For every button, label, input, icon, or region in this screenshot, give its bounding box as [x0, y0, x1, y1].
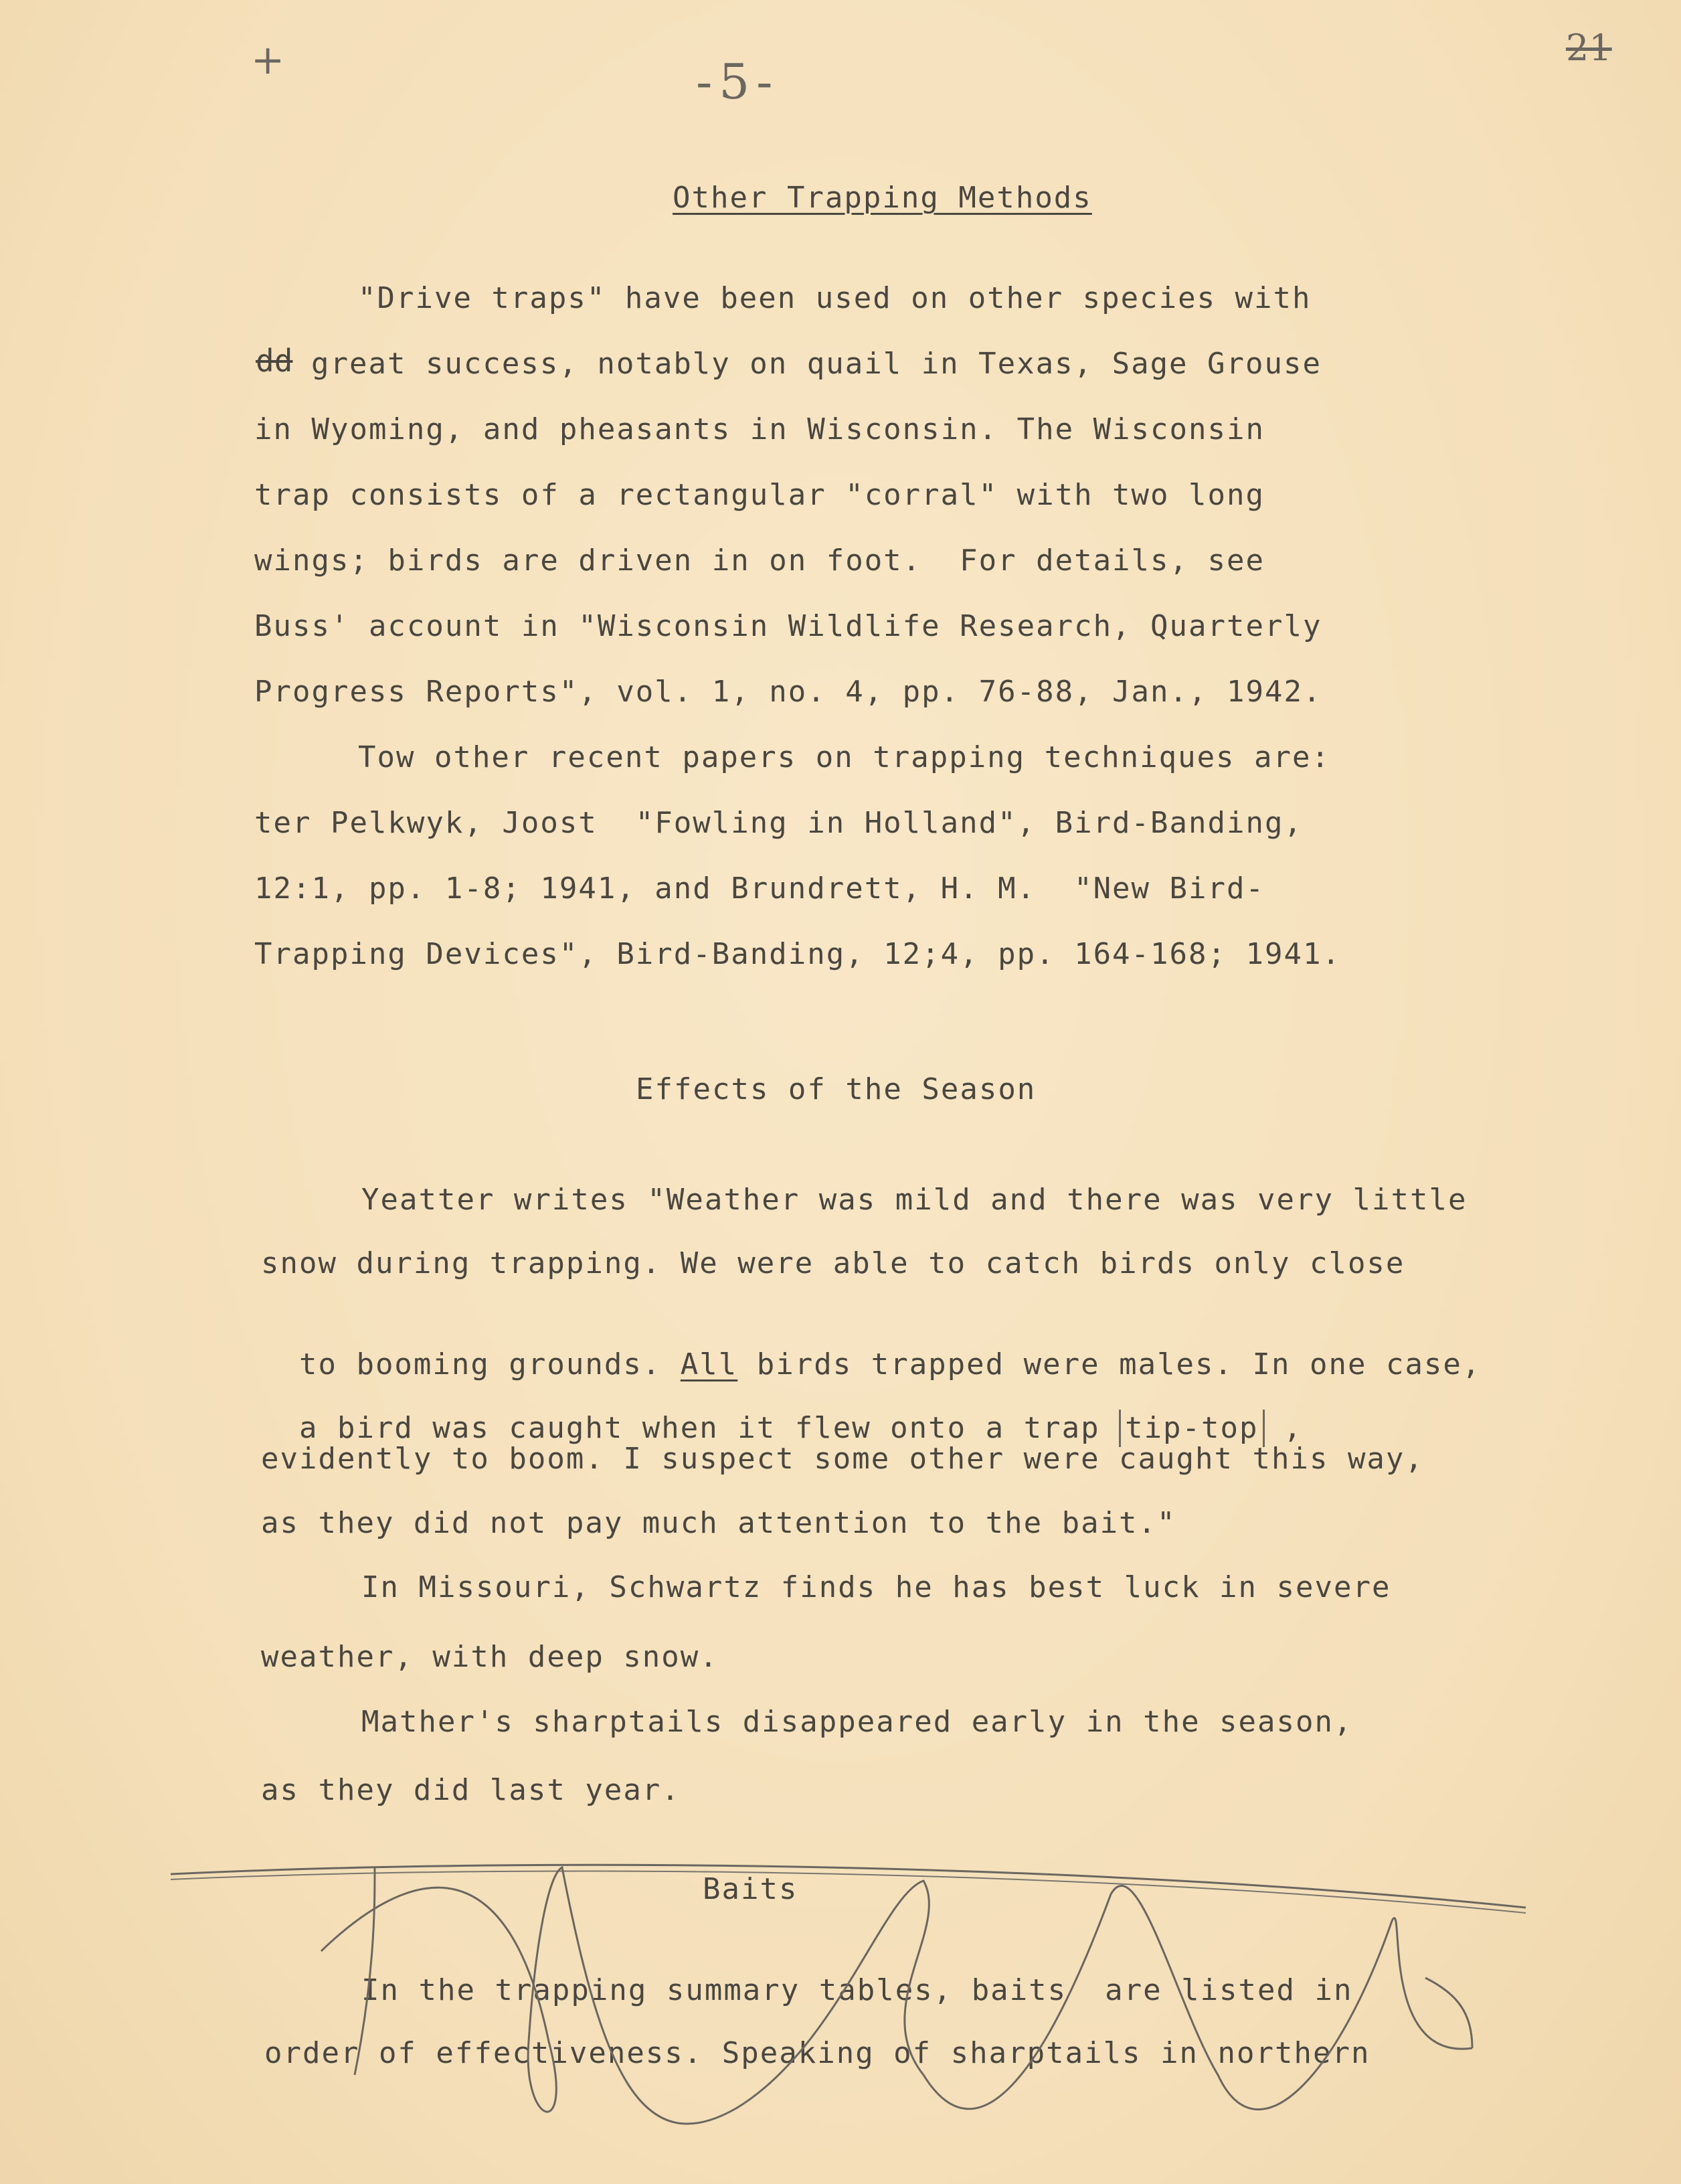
struck-prefix: dd [256, 343, 293, 379]
paragraph-line: Buss' account in "Wisconsin Wildlife Research, Quarterly [254, 609, 1322, 643]
paragraph-line: Mather's sharptails disappeared early in the season, [361, 1705, 1353, 1739]
corner-mark-right: 21 [1566, 27, 1612, 69]
section-heading-baits: Baits [703, 1872, 798, 1906]
page-number-mark: -5- [696, 54, 780, 110]
paragraph-line: great success, notably on quail in Texas, Sage Grouse [311, 347, 1322, 381]
paragraph-line: ter Pelkwyk, Joost "Fowling in Holland", Bird-Banding, [254, 806, 1303, 840]
paragraph-line: in Wyoming, and pheasants in Wisconsin. The Wisconsin [254, 412, 1265, 446]
section-heading-trapping-methods: Other Trapping Methods [673, 181, 1092, 215]
paragraph-line: Progress Reports", vol. 1, no. 4, pp. 76-88, Jan., 1942. [254, 675, 1322, 709]
emphasized-word: All [680, 1347, 738, 1381]
text-run: , [1264, 1411, 1303, 1445]
paragraph-line: In the trapping summary tables, baits are listed in [361, 1973, 1353, 2007]
section-heading-season: Effects of the Season [636, 1072, 1037, 1106]
paragraph-line: wings; birds are driven in on foot. For details, see [254, 543, 1265, 578]
bracketed-insert: tip-top [1119, 1410, 1264, 1447]
paragraph-line: as they did last year. [261, 1773, 681, 1807]
paragraph-line: Trapping Devices", Bird-Banding, 12;4, pp. 164-168; 1941. [254, 937, 1341, 971]
paragraph-line: trap consists of a rectangular "corral" with two long [254, 478, 1265, 512]
paragraph-line [261, 1372, 1303, 1445]
paragraph-line: evidently to boom. I suspect some other were caught this way, [261, 1442, 1424, 1476]
paragraph-line: "Drive traps" have been used on other species with [358, 281, 1312, 315]
text-run: birds trapped were males. In one case, [737, 1347, 1482, 1381]
paragraph-line: snow during trapping. We were able to catch birds only close [261, 1246, 1405, 1280]
text-run: to booming grounds. [298, 1347, 681, 1381]
paragraph-line: In Missouri, Schwartz finds he has best luck in severe [361, 1570, 1391, 1604]
paragraph-line: as they did not pay much attention to the bait." [261, 1506, 1176, 1540]
paragraph-line: order of effectiveness. Speaking of sharptails in northern [264, 2036, 1370, 2070]
paragraph-line: weather, with deep snow. [261, 1640, 719, 1674]
paragraph-line: 12:1, pp. 1-8; 1941, and Brundrett, H. M. "New Bird- [254, 871, 1265, 906]
paragraph-line: Yeatter writes "Weather was mild and there was very little [361, 1183, 1468, 1217]
corner-mark-left: + [251, 37, 285, 84]
paragraph-line: Tow other recent papers on trapping techniques are: [358, 740, 1331, 774]
paragraph-line [261, 1309, 1482, 1381]
text-run: a bird was caught when it flew onto a trap [298, 1411, 1120, 1445]
